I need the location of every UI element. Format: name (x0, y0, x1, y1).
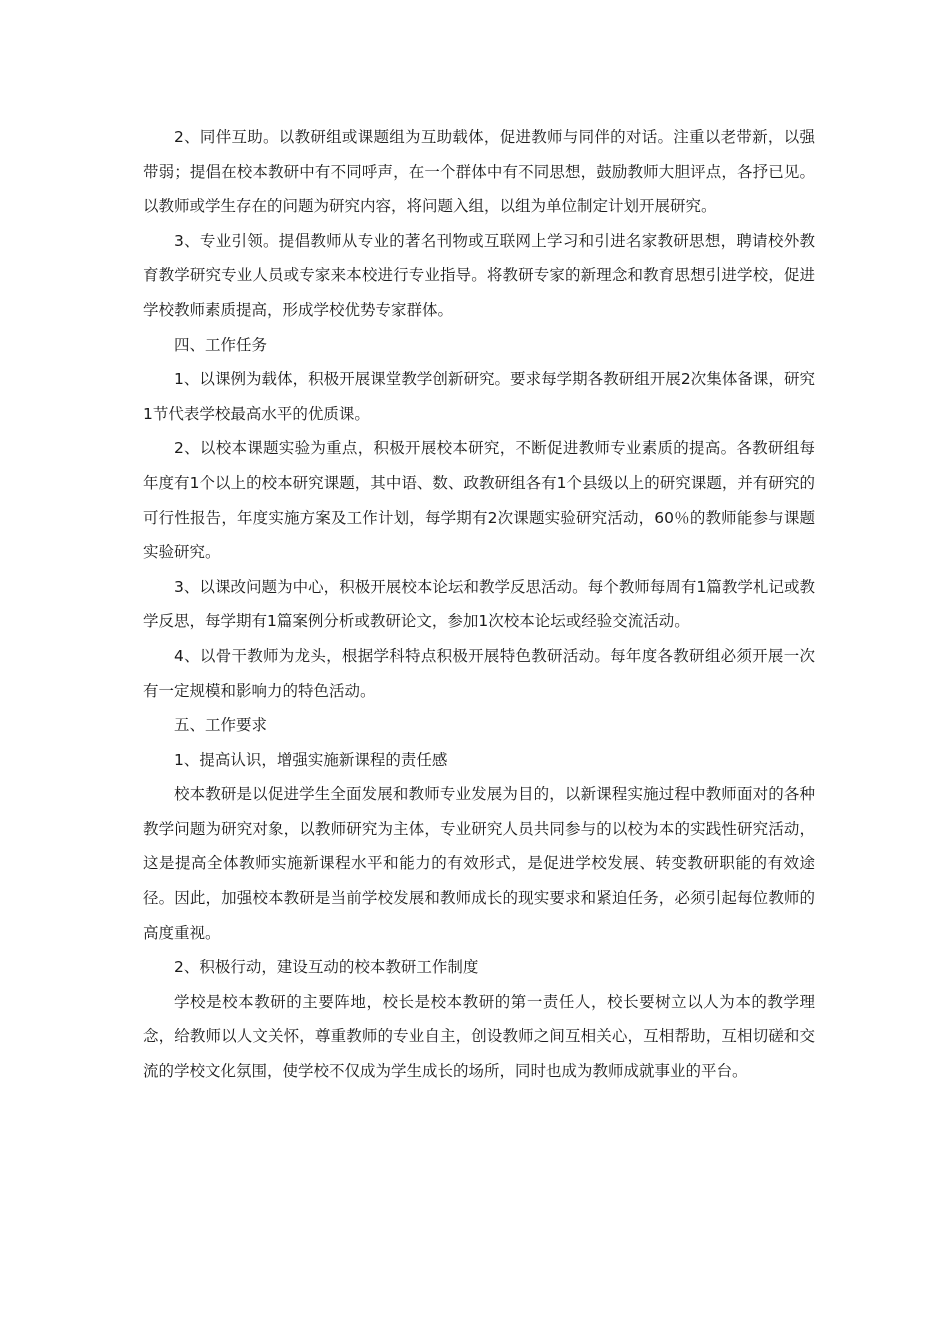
subheading-requirement-2: 2、积极行动，建设互动的校本教研工作制度 (174, 958, 479, 977)
paragraph-task-2: 2、以校本课题实验为重点，积极开展校本研究，不断促进教师专业素质的提高。各教研组每年度有1个以上的校本研究课题，其中语、数、政教研组各有1个县级以上的研究课题，并有研究的可行性报告，年度实施方案及工作计划，每学期有2次课题实验研究活动，60％的教师能参与课题实验研究。 (143, 439, 815, 562)
paragraph-expert-guidance: 3、专业引领。提倡教师从专业的著名刊物或互联网上学习和引进名家教研思想，聘请校外教育教学研究专业人员或专家来本校进行专业指导。将教研专家的新理念和教育思想引进学校，促进学校教师素质提高，形成学校优势专家群体。 (143, 231, 815, 319)
paragraph-peer-assistance: 2、同伴互助。以教研组或课题组为互助载体，促进教师与同伴的对话。注重以老带新，以强带弱；提倡在校本教研中有不同呼声，在一个群体中有不同思想，鼓励教师大胆评点，各抒已见。以教师或学生存在的问题为研究内容，将问题入组，以组为单位制定计划开展研究。 (143, 128, 815, 216)
section-heading-work-requirements: 五、工作要求 (174, 716, 268, 735)
document-body (143, 120, 815, 1089)
paragraph-task-3: 3、以课改问题为中心，积极开展校本论坛和教学反思活动。每个教师每周有1篇教学札记或教学反思，每学期有1篇案例分析或教研论文，参加1次校本论坛或经验交流活动。 (143, 577, 815, 631)
section-heading-work-tasks: 四、工作任务 (174, 335, 268, 354)
paragraph-requirement-2-body: 学校是校本教研的主要阵地，校长是校本教研的第一责任人，校长要树立以人为本的教学理念，给教师以人文关怀，尊重教师的专业自主，创设教师之间互相关心，互相帮助，互相切磋和交流的学校文化氛围，使学校不仅成为学生成长的场所，同时也成为教师成就事业的平台。 (143, 992, 815, 1081)
subheading-requirement-1: 1、提高认识，增强实施新课程的责任感 (174, 750, 448, 769)
paragraph-requirement-1-body: 校本教研是以促进学生全面发展和教师专业发展为目的，以新课程实施过程中教师面对的各种教学问题为研究对象，以教师研究为主体，专业研究人员共同参与的以校为本的实践性研究活动，这是提高全体教师实施新课程水平和能力的有效形式，是促进学校发展、转变教研职能的有效途径。因此，加强校本教研是当前学校发展和教师成长的现实要求和紧迫任务，必须引起每位教师的高度重视。 (143, 785, 815, 942)
paragraph-task-4: 4、以骨干教师为龙头，根据学科特点积极开展特色教研活动。每年度各教研组必须开展一次有一定规模和影响力的特色活动。 (143, 646, 815, 700)
paragraph-task-1: 1、以课例为载体，积极开展课堂教学创新研究。要求每学期各教研组开展2次集体备课，研究1节代表学校最高水平的优质课。 (143, 370, 815, 423)
